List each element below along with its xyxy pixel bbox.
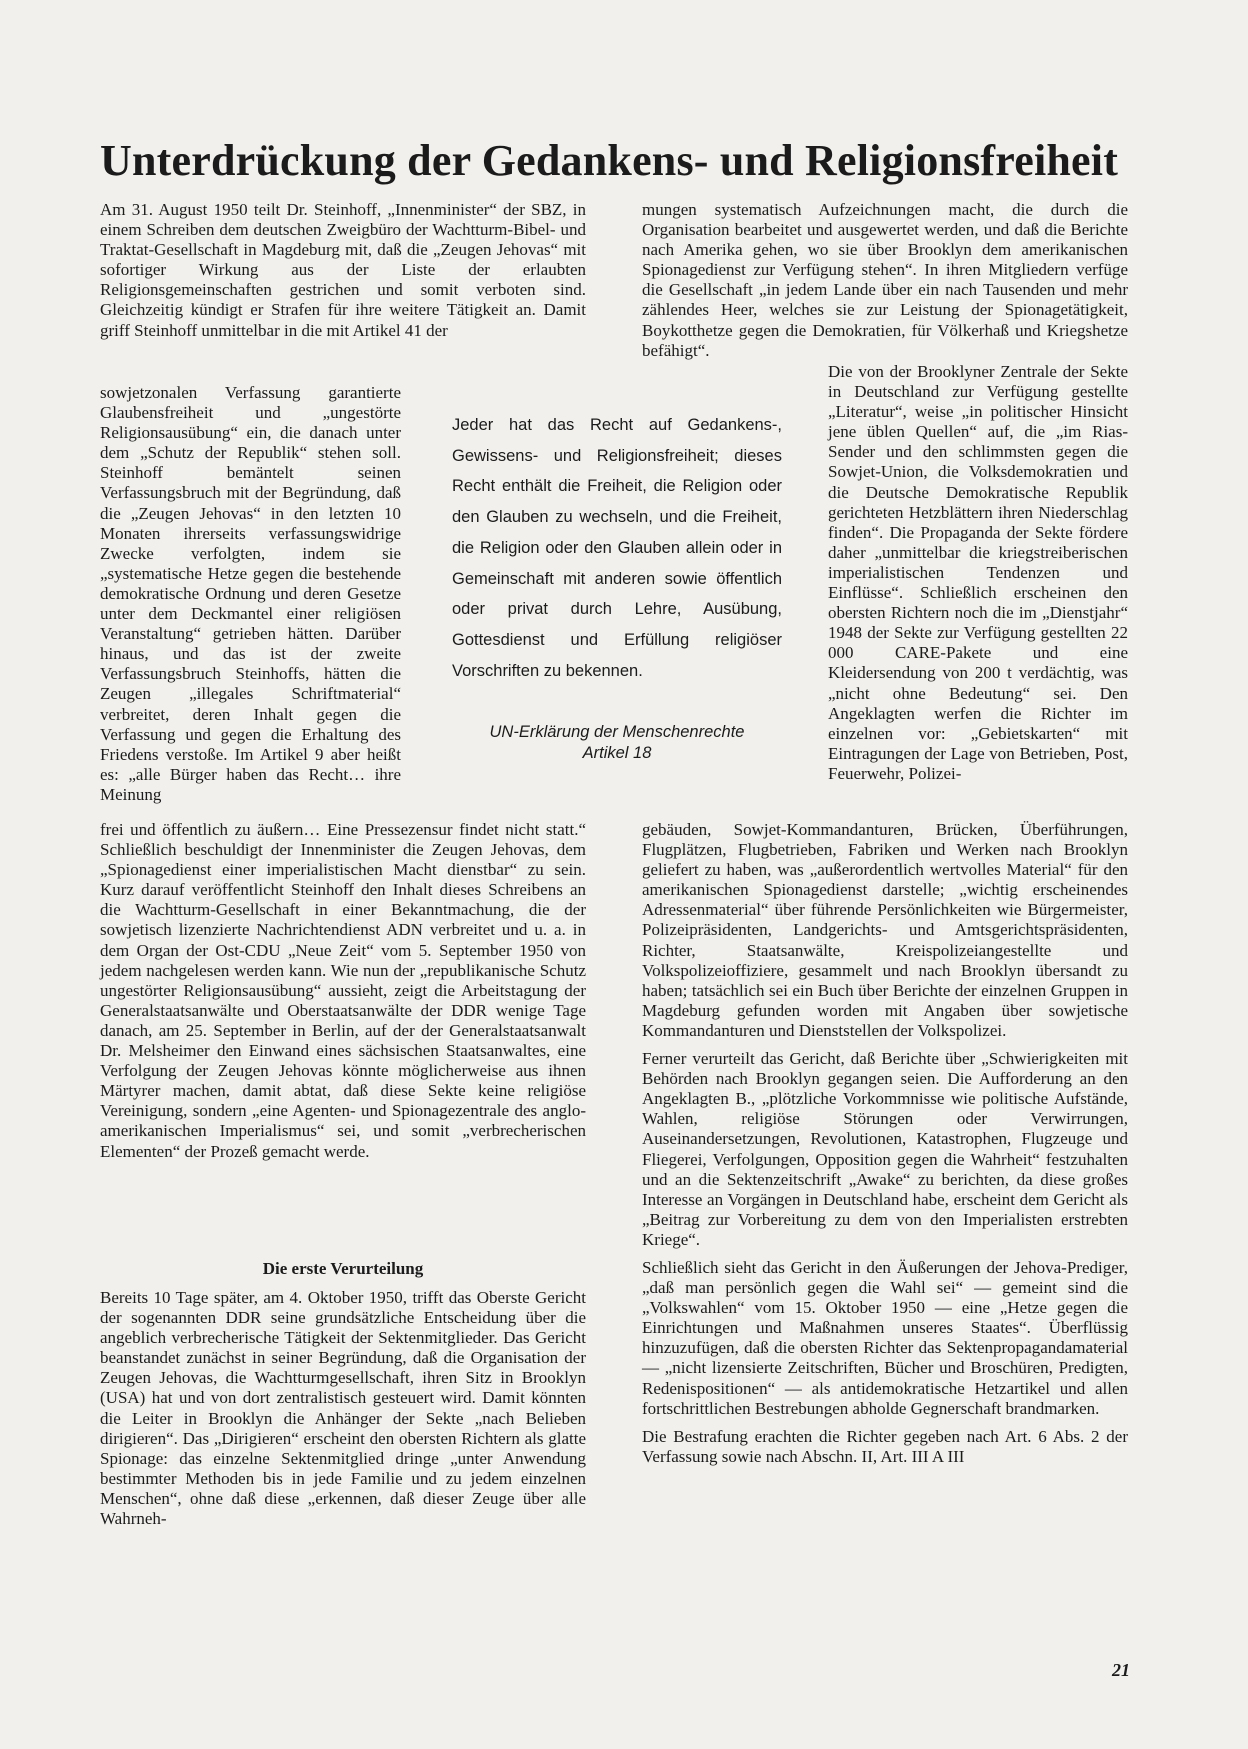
pull-quote-source (452, 722, 782, 764)
paragraph-steinhoff: sowjetzonalen Verfassung garantierte Glaubensfreiheit und „ungestörte Religionsausübung“ ein, die danach unter dem „Schutz der Republik“ stehen soll. Steinhoff bemäntelt seinen Verfassungsbruch mit der Begründung, daß die „Zeugen Jehovas“ in den letzten 10 Monaten ihrerseits verfassungswidrige Zwecke verfolgten, indem sie „systematische Hetze gegen die bestehende demokratische Ordnung und deren Gesetze unter dem Deckmantel einer religiösen Veranstaltung“ getrieben hätten. Darüber hinaus, und das ist der zweite Verfassungsbruch Steinhoffs, hätten die Zeugen „illegales Schriftmaterial“ verbreitet, deren Inhalt gegen die Verfassung und gegen die Erhaltung des Friedens verstoße. Im Artikel 9 aber heißt es: „alle Bürger haben das Recht… ihre Meinung (100, 383, 401, 804)
quote-source-title: UN-Erklärung der Menschenrechte (489, 723, 745, 741)
left-column-wide (100, 820, 586, 1162)
paragraph-verurteilung: Bereits 10 Tage später, am 4. Oktober 1950, trifft das Oberste Gericht der sogenannten DDR seine grundsätzliche Entscheidung über die angeblich verbrecherische Tätigkeit der Sektenmitglieder. Das Gericht beanstandet zunächst in seiner Begründung, daß die Organisation der Zeugen Jehovas, die Wachtturmgesellschaft, ihren Sitz in Brooklyn (USA) hat und von dort zentralistisch gesteuert wird. Damit könnten die Leiter in Brooklyn die Anhänger der Sekte „nach Belieben dirigieren“. Das „Dirigieren“ erscheint den obersten Richtern als glatte Spionage: das einzelne Sektenmitglied dringe „unter Anwendung bestimmter Methoden bis in jede Familie und zu jedem einzelnen Menschen“, ohne daß diese „erkennen, daß dieser Zeuge über alle Wahrneh- (100, 1288, 586, 1529)
page-title: Unterdrückung der Gedankens- und Religionsfreiheit (100, 136, 1119, 185)
paragraph-bestrafung: Die Bestrafung erachten die Richter gegeben nach Art. 6 Abs. 2 der Verfassung sowie nach Abschn. II, Art. III A III (642, 1426, 1128, 1466)
right-column-narrow (828, 362, 1128, 784)
quote-source-article: Artikel 18 (582, 744, 652, 762)
paragraph-kommandanturen: gebäuden, Sowjet-Kommandanturen, Brücken, Überführungen, Flugplätzen, Flugbetrieben, Fabriken und Werken nach Brooklyn geliefert zu haben, was „außerordentlich wertvolles Material“ für den amerikanischen Spionagedienst darstelle; „wichtig erscheinendes Adressenmaterial“ über führende Persönlichkeiten wie Bürgermeister, Polizeipräsidenten, Landgerichts- und Amtsgerichtspräsidenten, Richter, Staatsanwälte, Kreispolizeiangestellte und Volkspolizeioffiziere, gesammelt und nach Brooklyn übersandt zu haben; tatsächlich sei ein Buch über Berichte der einzelnen Gruppen in Magdeburg gefunden worden mit Angaben über sowjetische Kommandanturen und Dienststellen der Volkspolizei. (642, 820, 1128, 1040)
section-heading: Die erste Verurteilung (262, 1259, 424, 1278)
page-number: 21 (1112, 1660, 1130, 1680)
right-column-wide (642, 820, 1128, 1467)
left-column-bottom (100, 1288, 586, 1529)
paragraph-intro: Am 31. August 1950 teilt Dr. Steinhoff, „Innenminister“ der SBZ, in einem Schreiben dem deutschen Zweigbüro der Wachtturm-Bibel- und Traktat-Gesellschaft in Magdeburg mit, daß die „Zeugen Jehovas“ mit sofortiger Wirkung aus der Liste der erlaubten Religionsgemeinschaften gestrichen und somit verboten sind. Gleichzeitig kündigt er Strafen für ihre weitere Tätigkeit an. Damit griff Steinhoff unmittelbar in die mit Artikel 41 der (100, 200, 586, 340)
left-column-top (100, 200, 586, 341)
paragraph-wahrnehmungen: mungen systematisch Aufzeichnungen macht, die durch die Organisation bearbeitet und ausgewertet werden, und daß die Berichte nach Amerika gehen, wo sie über Brooklyn dem amerikanischen Spionagedienst zur Verfügung stehen“. In ihren Mitgliedern verfüge die Gesellschaft „in jedem Lande über ein nach Tausenden und mehr zählendes Heer, welches sie zur Leistung der Spionagetätigkeit, Boykotthetze gegen die Demokratien, für Völkerhaß und Kriegshetze befähigt“. (642, 200, 1128, 360)
right-column-top (642, 200, 1128, 361)
paragraph-literatur: Die von der Brooklyner Zentrale der Sekte in Deutschland zur Verfügung gestellte „Literatur“, weise „in politischer Hinsicht jene üblen Quellen“ auf, die „im Rias-Sender und den schlimmsten gegen die Sowjet-Union, die Volksdemokratien und die Deutsche Demokratische Republik gerichteten Hetzblättern ihren Niederschlag finden“. Die Propaganda der Sekte fördere daher „unmittelbar die kriegstreiberischen imperialistischen Tendenzen und Einflüsse“. Schließlich erscheinen den obersten Richtern noch die im „Dienstjahr“ 1948 der Sekte zur Verfügung gestellten 22 000 CARE-Pakete und eine Kleidersendung von 200 t verdächtig, was „nicht ohne Bedeutung“ sei. Den Angeklagten werfen die Richter im einzelnen vor: „Gebietskarten“ mit Eintragungen der Lage von Betrieben, Post, Feuerwehr, Polizei- (828, 362, 1128, 783)
pull-quote: Jeder hat das Recht auf Gedankens-, Gewissens- und Religionsfreiheit; dieses Recht enthält die Freiheit, die Religion oder den Glauben zu wechseln, und die Freiheit, die Religion oder den Glauben allein oder in Gemeinschaft mit anderen sowie öffentlich oder privat durch Lehre, Ausübung, Gottesdienst und Erfüllung religiöser Vorschriften zu bekennen. (452, 416, 782, 680)
paragraph-pressezensur: frei und öffentlich zu äußern… Eine Pressezensur findet nicht statt.“ Schließlich beschuldigt der Innenminister die Zeugen Jehovas, dem „Spionagedienst einer imperialistischen Macht dienstbar“ zu sein. Kurz darauf veröffentlicht Steinhoff den Inhalt dieses Schreibens an die Wachtturm-Gesellschaft in einer Bekanntmachung, die der sowjetisch lizenzierte Nachrichtendienst ADN verbreitet und u. a. in dem Organ der Ost-CDU „Neue Zeit“ vom 5. September 1950 von jedem nachgelesen werden kann. Wie nun der „republikanische Schutz ungestörter Religionsausübung“ aussieht, zeigt die Arbeitstagung der Generalstaatsanwälte und Oberstaatsanwälte der DDR wenige Tage danach, am 25. September in Berlin, auf der der Generalstaatsanwalt Dr. Melsheimer den Einwand eines sächsischen Staatsanwaltes, eine Verfolgung der Zeugen Jehovas könnte möglicherweise aus ihnen Märtyrer machen, damit abtat, daß diese Sekte keine religiöse Vereinigung, sondern „eine Agenten- und Spionagezentrale des anglo-amerikanischen Imperialismus“ sei, und somit „verbrecherischen Elementen“ der Prozeß gemacht werde. (100, 820, 586, 1161)
paragraph-wahlen: Schließlich sieht das Gericht in den Äußerungen der Jehova-Prediger, „daß man persönlich gegen die Wahl sei“ — gemeint sind die „Volkswahlen“ vom 15. Oktober 1950 — eine „Hetze gegen die Einrichtungen und Maßnahmen unseres Staates“. Überflüssig hinzuzufügen, daß die obersten Richter das Sektenpropagandamaterial — „nicht lizensierte Zeitschriften, Bücher und Broschüren, Predigten, Redenispositionen“ — als antidemokratische Hetzartikel und allen fortschrittlichen Bestrebungen abholde Gegnerschaft brandmarken. (642, 1257, 1128, 1418)
left-column-narrow (100, 383, 401, 805)
paragraph-schwierigkeiten: Ferner verurteilt das Gericht, daß Berichte über „Schwierigkeiten mit Behörden nach Brooklyn gegangen seien. Die Aufforderung an den Angeklagten B., „plötzliche Vorkommnisse wie politische Aufstände, Wahlen, religiöse Störungen oder Verwirrungen, Auseinandersetzungen, Revolutionen, Katastrophen, Flugzeuge und Fliegerei, Verfolgungen, Opposition gegen die Wahrheit“ festzuhalten und an die Sektenzeitschrift „Awake“ zu berichten, da diese großes Interesse an Vorgängen in Deutschland habe, erscheint dem Gericht als „Beitrag zur Vorbereitung zu dem von den Imperialisten erstrebten Kriege“. (642, 1049, 1128, 1249)
